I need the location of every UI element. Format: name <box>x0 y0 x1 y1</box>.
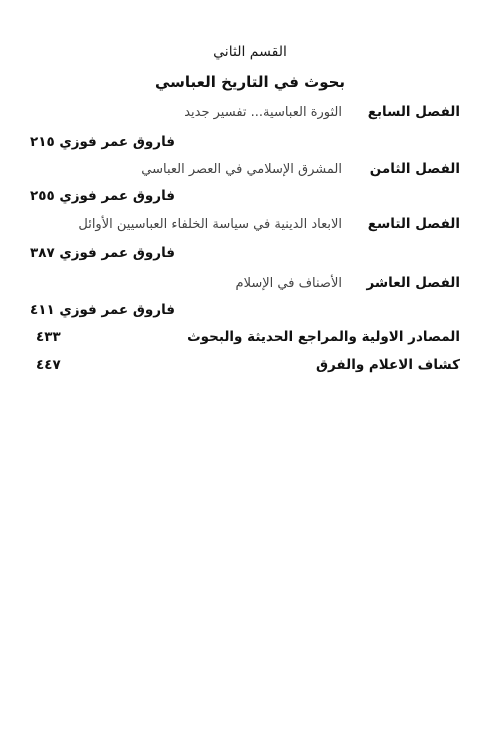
chapter-page-number: ٤١١ <box>30 302 55 318</box>
chapter-page-number: ٢١٥ <box>30 134 55 150</box>
references-row <box>30 329 460 351</box>
chapter-author: فاروق عمر فوزي <box>59 245 175 261</box>
references-page-number: ٤٣٣ <box>36 329 61 345</box>
chapter-title: المشرق الإسلامي في العصر العباسي <box>141 162 342 177</box>
chapter-row <box>30 216 460 238</box>
chapter-row <box>30 275 460 297</box>
chapter-title: الابعاد الدينية في سياسة الخلفاء العباسيين الأوائل <box>78 217 342 232</box>
chapter-label: الفصل التاسع <box>367 216 460 232</box>
author-row <box>30 302 460 324</box>
chapter-page-number: ٢٥٥ <box>30 188 55 204</box>
chapter-title: الثورة العباسية... تفسير جديد <box>184 105 342 120</box>
section-label: القسم الثاني <box>213 44 287 60</box>
chapter-author: فاروق عمر فوزي <box>59 188 175 204</box>
index-row <box>30 357 460 379</box>
chapter-label: الفصل السابع <box>367 104 460 120</box>
chapter-page-number: ٣٨٧ <box>30 245 55 261</box>
author-row <box>30 188 460 210</box>
chapter-row <box>30 161 460 183</box>
chapter-label: الفصل الثامن <box>369 161 460 177</box>
section-title: بحوث في التاريخ العباسي <box>154 73 346 91</box>
author-row <box>30 245 460 267</box>
author-row <box>30 134 460 156</box>
chapter-author: فاروق عمر فوزي <box>59 134 175 150</box>
index-title: كشاف الاعلام والفرق <box>315 357 460 373</box>
chapter-author: فاروق عمر فوزي <box>59 302 175 318</box>
chapter-title: الأصناف في الإسلام <box>235 276 342 291</box>
index-page-number: ٤٤٧ <box>36 357 61 373</box>
chapter-label: الفصل العاشر <box>366 275 460 291</box>
chapter-row <box>30 104 460 126</box>
references-title: المصادر الاولية والمراجع الحديثة والبحوث <box>187 329 460 345</box>
